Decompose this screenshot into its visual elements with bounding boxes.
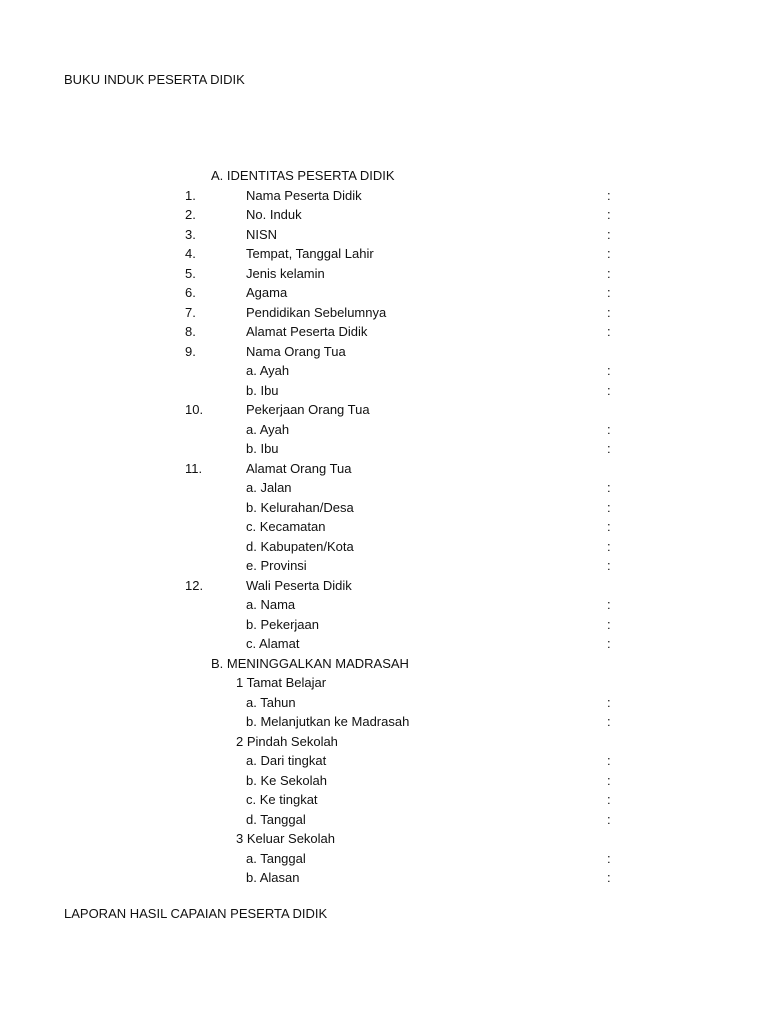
form-row	[0, 303, 768, 323]
sub-item-label: b. Ke Sekolah	[246, 772, 327, 788]
form-row	[0, 322, 768, 342]
group-label: 1 Tamat Belajar	[236, 675, 327, 690]
form-row	[0, 186, 768, 206]
colon: :	[607, 324, 611, 339]
section-a-heading-row	[0, 166, 768, 186]
item-label: Nama Orang Tua	[246, 343, 346, 359]
section-a-heading: A. IDENTITAS PESERTA DIDIK	[211, 168, 395, 183]
form-subrow	[0, 517, 768, 537]
item-label: Wali Peserta Didik	[246, 577, 352, 593]
item-label: Nama Peserta Didik	[246, 187, 362, 203]
item-number: 6.	[185, 285, 196, 300]
form-subrow	[0, 595, 768, 615]
colon: :	[607, 187, 611, 203]
sub-item-label: b. Ibu	[246, 382, 279, 398]
form-subrow	[0, 868, 768, 888]
colon: :	[607, 499, 611, 515]
colon: :	[607, 792, 611, 807]
form-row	[0, 576, 768, 596]
form-row	[0, 283, 768, 303]
group-row	[0, 829, 768, 849]
item-number: 2.	[185, 207, 196, 222]
colon: :	[607, 772, 611, 788]
sub-item-label: a. Jalan	[246, 480, 292, 495]
sub-item-label: c. Ke tingkat	[246, 792, 318, 807]
form-subrow	[0, 537, 768, 557]
form-subrow	[0, 556, 768, 576]
colon: :	[607, 421, 611, 437]
colon: :	[607, 850, 611, 866]
sub-item-label: b. Ibu	[246, 441, 279, 456]
section-b-heading: B. MENINGGALKAN MADRASAH	[211, 655, 409, 671]
colon: :	[607, 636, 611, 651]
item-number: 11.	[185, 460, 203, 476]
item-label: Alamat Peserta Didik	[246, 324, 368, 339]
form-subrow	[0, 693, 768, 713]
report-title: LAPORAN HASIL CAPAIAN PESERTA DIDIK	[64, 906, 328, 921]
item-number: 3.	[185, 226, 196, 242]
form-row	[0, 264, 768, 284]
colon: :	[607, 246, 611, 261]
sub-item-label: a. Ayah	[246, 421, 290, 437]
sub-item-label: b. Melanjutkan ke Madrasah	[246, 714, 410, 729]
colon: :	[607, 265, 611, 281]
item-label: Pekerjaan Orang Tua	[246, 402, 370, 417]
item-number: 12.	[185, 577, 204, 593]
form-row	[0, 225, 768, 245]
item-number: 10.	[185, 402, 204, 417]
colon: :	[607, 285, 611, 300]
item-number: 9.	[185, 343, 196, 359]
colon: :	[607, 226, 611, 242]
form-row	[0, 205, 768, 225]
item-number: 4.	[185, 246, 196, 261]
colon: :	[607, 363, 611, 378]
student-identity-form	[0, 166, 768, 888]
colon: :	[607, 304, 611, 320]
form-subrow	[0, 634, 768, 654]
sub-item-label: e. Provinsi	[246, 558, 307, 573]
sub-item-label: d. Kabupaten/Kota	[246, 538, 354, 554]
sub-item-label: b. Alasan	[246, 870, 300, 885]
colon: :	[607, 480, 611, 495]
form-subrow	[0, 849, 768, 869]
colon: :	[607, 811, 611, 827]
colon: :	[607, 870, 611, 885]
colon: :	[607, 519, 611, 534]
form-subrow	[0, 771, 768, 791]
colon: :	[607, 441, 611, 456]
sub-item-label: d. Tanggal	[246, 811, 306, 827]
colon: :	[607, 694, 611, 710]
colon: :	[607, 597, 611, 612]
form-subrow	[0, 810, 768, 830]
item-label: Agama	[246, 285, 288, 300]
form-subrow	[0, 615, 768, 635]
sub-item-label: a. Dari tingkat	[246, 753, 327, 768]
colon: :	[607, 538, 611, 554]
form-row	[0, 244, 768, 264]
form-subrow	[0, 439, 768, 459]
group-row	[0, 673, 768, 693]
form-subrow	[0, 751, 768, 771]
form-subrow	[0, 790, 768, 810]
sub-item-label: a. Tanggal	[246, 850, 306, 866]
item-label: Alamat Orang Tua	[246, 460, 352, 476]
item-number: 7.	[185, 304, 196, 320]
item-label: Jenis kelamin	[246, 265, 325, 281]
sub-item-label: a. Ayah	[246, 363, 290, 378]
sub-item-label: a. Nama	[246, 597, 296, 612]
item-label: NISN	[246, 226, 278, 242]
item-number: 1.	[185, 187, 196, 203]
item-number: 8.	[185, 324, 196, 339]
form-subrow	[0, 420, 768, 440]
sub-item-label: a. Tahun	[246, 694, 296, 710]
colon: :	[607, 616, 611, 632]
form-subrow	[0, 361, 768, 381]
group-label: 3 Keluar Sekolah	[236, 831, 336, 846]
colon: :	[607, 714, 611, 729]
colon: :	[607, 753, 611, 768]
sub-item-label: c. Kecamatan	[246, 519, 326, 534]
form-subrow	[0, 498, 768, 518]
document-title: BUKU INDUK PESERTA DIDIK	[64, 72, 245, 87]
sub-item-label: b. Pekerjaan	[246, 616, 319, 632]
form-subrow	[0, 712, 768, 732]
sub-item-label: c. Alamat	[246, 636, 300, 651]
form-subrow	[0, 381, 768, 401]
item-label: No. Induk	[246, 207, 302, 222]
sub-item-label: b. Kelurahan/Desa	[246, 499, 354, 515]
item-label: Tempat, Tanggal Lahir	[246, 246, 374, 261]
section-b-heading-row	[0, 654, 768, 674]
colon: :	[607, 382, 611, 398]
item-number: 5.	[185, 265, 196, 281]
group-label: 2 Pindah Sekolah	[236, 733, 338, 749]
form-row	[0, 342, 768, 362]
colon: :	[607, 207, 611, 222]
form-row	[0, 400, 768, 420]
item-label: Pendidikan Sebelumnya	[246, 304, 387, 320]
form-row	[0, 459, 768, 479]
colon: :	[607, 558, 611, 573]
group-row	[0, 732, 768, 752]
form-subrow	[0, 478, 768, 498]
